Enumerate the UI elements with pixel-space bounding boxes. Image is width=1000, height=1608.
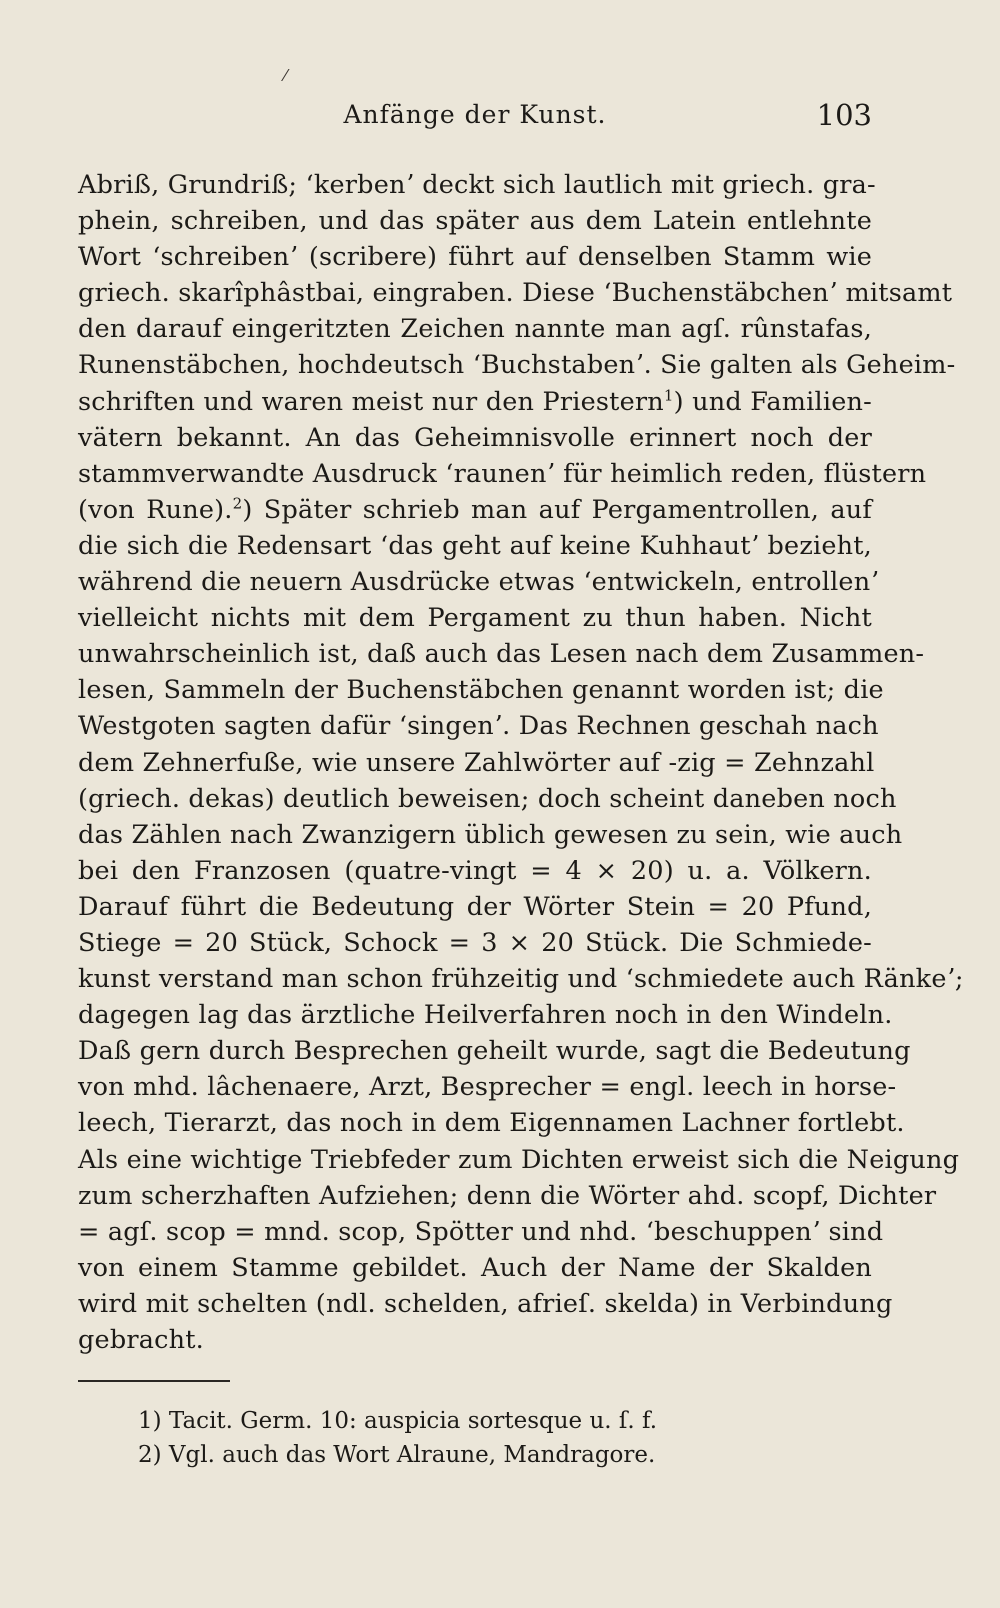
- text-line: bei den Franzosen (quatre-vingt = 4 × 20) u. a. Völkern.: [78, 855, 872, 886]
- text-line: den darauf eingeritzten Zeichen nannte man agſ. rûnstafas,: [78, 314, 872, 345]
- text-line: gebracht.: [78, 1325, 204, 1355]
- footnote-1: 1) Tacit. Germ. 10: auspicia sortesque u. ſ. f.: [138, 1408, 658, 1434]
- text-line: Westgoten sagten dafür ʻsingenʼ. Das Rechnen geschah nach: [78, 711, 879, 742]
- footnotes: [138, 1404, 657, 1472]
- text-segment: schriften und waren meist nur den Priestern: [78, 386, 664, 417]
- text-line: Als eine wichtige Triebfeder zum Dichten erweist sich die Neigung: [78, 1144, 960, 1175]
- text-line: zum scherzhaften Aufziehen; denn die Wörter ahd. scopf, Dichter: [78, 1180, 937, 1211]
- text-line: kunst verstand man schon frühzeitig und ʻschmiedete auch Ränkeʼ;: [78, 964, 964, 995]
- printer-mark: ⁄: [284, 66, 287, 85]
- text-line: lesen, Sammeln der Buchenstäbchen genannt worden ist; die: [78, 675, 884, 706]
- text-line: Daß gern durch Besprechen geheilt wurde, sagt die Bedeutung: [78, 1036, 911, 1067]
- text-line: vielleicht nichts mit dem Pergament zu thun haben. Nicht: [78, 603, 872, 634]
- text-line: Darauf führt die Bedeutung der Wörter Stein = 20 Pfund,: [78, 891, 872, 922]
- text-line: während die neuern Ausdrücke etwas ʻentwickeln, entrollenʼ: [78, 567, 879, 598]
- running-head: Anfänge der Kunst.: [343, 100, 607, 129]
- footnote-divider: [78, 1380, 230, 1382]
- text-line: von einem Stamme gebildet. Auch der Name der Skalden: [78, 1252, 872, 1283]
- text-line: griech. skarîphâstbai, eingraben. Diese ʻBuchenstäbchenʼ mitsamt: [78, 278, 953, 309]
- text-line: [78, 384, 872, 420]
- text-line: vätern bekannt. An das Geheimnisvolle erinnert noch der: [78, 422, 872, 453]
- text-segment: (von Rune).: [78, 494, 233, 525]
- text-line: unwahrscheinlich ist, daß auch das Lesen nach dem Zusammen-: [78, 639, 925, 670]
- footnote-ref-2[interactable]: 2: [232, 494, 243, 513]
- page-number: 103: [816, 98, 872, 132]
- text-line: dem Zehnerfuße, wie unsere Zahlwörter auf -zig = Zehnzahl: [78, 747, 875, 778]
- footnote-2: 2) Vgl. auch das Wort Alraune, Mandragore.: [138, 1442, 656, 1468]
- text-line: das Zählen nach Zwanzigern üblich gewesen zu sein, wie auch: [78, 819, 903, 850]
- text-line: (griech. dekas) deutlich beweisen; doch scheint daneben noch: [78, 783, 897, 814]
- text-line: leech, Tierarzt, das noch in dem Eigennamen Lachner fortlebt.: [78, 1108, 905, 1139]
- text-line: Runenstäbchen, hochdeutsch ʻBuchstabenʼ. Sie galten als Geheim-: [78, 350, 956, 381]
- text-line: [78, 492, 872, 528]
- body-text: [78, 167, 964, 1358]
- text-line: von mhd. lâchenaere, Arzt, Besprecher = engl. leech in horse-: [78, 1072, 897, 1103]
- text-segment: ) Später schrieb man auf Pergamentrollen, auf: [242, 494, 872, 525]
- text-line: dagegen lag das ärztliche Heilverfahren noch in den Windeln.: [78, 1000, 893, 1031]
- text-line: Abriß, Grundriß; ʻkerbenʼ deckt sich lautlich mit griech. gra-: [78, 170, 876, 200]
- text-line: = agſ. scop = mnd. scop, Spötter und nhd. ʻbeschuppenʼ sind: [78, 1216, 884, 1247]
- text-line: Wort ʻschreibenʼ (scribere) führt auf denselben Stamm wie: [78, 242, 872, 273]
- text-line: wird mit schelten (ndl. schelden, afrieſ. skelda) in Verbindung: [78, 1288, 893, 1319]
- text-line: die sich die Redensart ʻdas geht auf keine Kuhhautʼ bezieht,: [78, 530, 872, 561]
- text-segment: ) und Familien-: [673, 386, 872, 417]
- text-line: phein, schreiben, und das später aus dem Latein entlehnte: [78, 206, 872, 237]
- page-header: [78, 100, 872, 140]
- text-line: stammverwandte Ausdruck ʻraunenʼ für heimlich reden, flüstern: [78, 458, 927, 489]
- text-line: Stiege = 20 Stück, Schock = 3 × 20 Stück. Die Schmiede-: [78, 927, 872, 958]
- footnote-ref-1[interactable]: 1: [663, 386, 674, 405]
